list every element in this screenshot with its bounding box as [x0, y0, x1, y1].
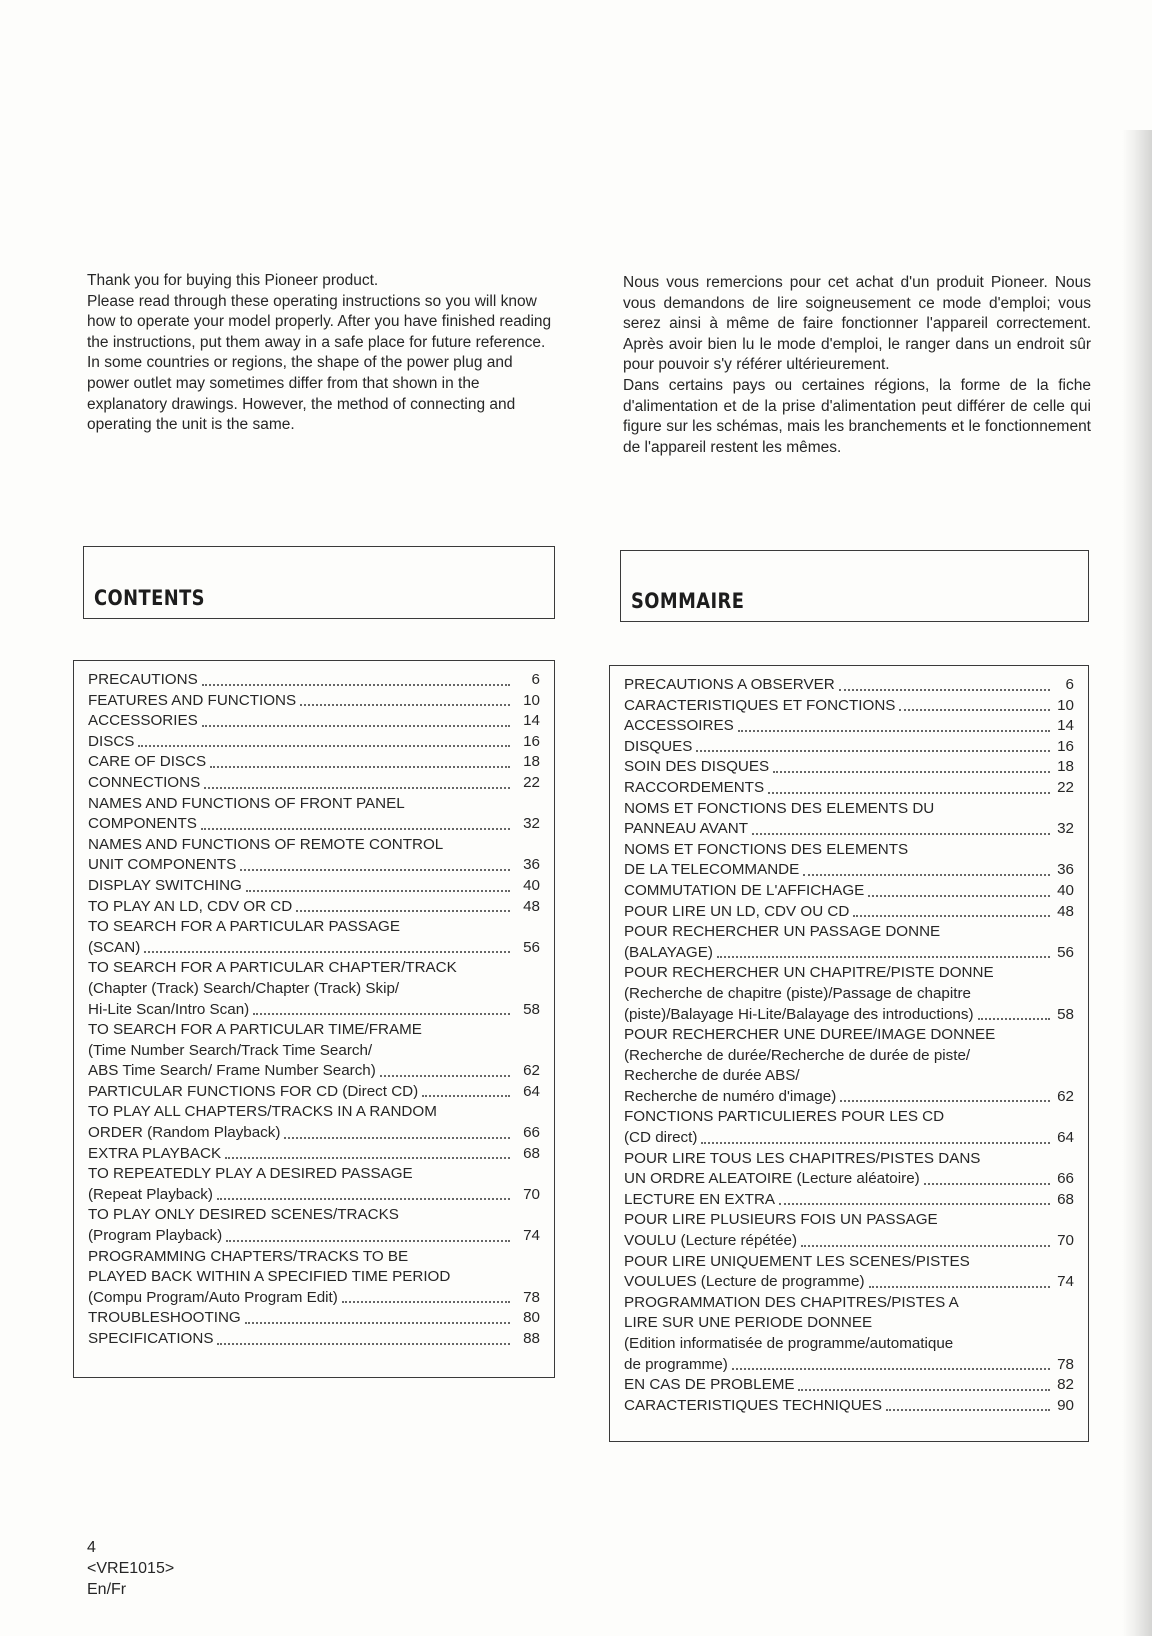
- toc-entry-line: POUR LIRE UNIQUEMENT LES SCENES/PISTES: [624, 1252, 970, 1270]
- toc-entry-row: [624, 1087, 1074, 1108]
- dot-leader: [217, 1343, 510, 1345]
- toc-entry-row: [88, 814, 540, 835]
- toc-entry-title: UN ORDRE ALEATOIRE (Lecture aléatoire): [624, 1170, 920, 1188]
- toc-page-number: 22: [523, 773, 540, 791]
- toc-entry: [624, 716, 1074, 737]
- toc-entry: [88, 876, 540, 897]
- toc-entry-row: [88, 752, 540, 773]
- toc-entry-line: PROGRAMMING CHAPTERS/TRACKS TO BE: [88, 1247, 409, 1265]
- dot-leader: [853, 915, 1050, 917]
- dot-leader: [210, 766, 510, 768]
- toc-entry-row: [624, 1005, 1074, 1026]
- toc-page-number: 62: [1057, 1087, 1074, 1105]
- dot-leader: [217, 1198, 510, 1200]
- toc-entry: [624, 1107, 1074, 1148]
- toc-entry-title: (Repeat Playback): [88, 1185, 213, 1203]
- dot-leader: [246, 890, 510, 892]
- dot-leader: [899, 709, 1050, 711]
- toc-entry-line: PLAYED BACK WITHIN A SPECIFIED TIME PERIOD: [88, 1268, 451, 1286]
- toc-entry-line: NAMES AND FUNCTIONS OF FRONT PANEL: [88, 794, 405, 812]
- toc-entry: [624, 675, 1074, 696]
- toc-entry-row: [88, 1308, 540, 1329]
- toc-entry: [624, 1252, 1074, 1293]
- toc-entry-row: [88, 1185, 540, 1206]
- toc-page-number: 78: [1057, 1355, 1074, 1373]
- toc-entry: [624, 1375, 1074, 1396]
- toc-entry-row: [88, 1329, 540, 1350]
- toc-entry-title: FEATURES AND FUNCTIONS: [88, 691, 297, 709]
- toc-entry-title: ACCESSOIRES: [624, 717, 734, 735]
- toc-entry-row: [624, 1396, 1074, 1417]
- contents-list: [73, 660, 555, 1378]
- toc-entry-row: [624, 1169, 1074, 1190]
- toc-entry: [624, 1396, 1074, 1417]
- toc-entry-row: [88, 711, 540, 732]
- toc-page-number: 14: [523, 712, 540, 730]
- toc-page-number: 18: [1057, 758, 1074, 776]
- toc-entry-row: [88, 897, 540, 918]
- toc-entry-title: TO PLAY AN LD, CDV OR CD: [88, 897, 293, 915]
- toc-page-number: 22: [1057, 778, 1074, 796]
- toc-page-number: 48: [523, 897, 540, 915]
- intro-en-paragraph: In some countries or regions, the shape of the power plug and power outlet may sometimes differ from that shown in the explanatory drawings. However, the method of connecting and operating the unit is the same.: [87, 354, 516, 434]
- toc-entry-line: NOMS ET FONCTIONS DES ELEMENTS: [624, 840, 909, 858]
- toc-page-number: 36: [1057, 861, 1074, 879]
- dot-leader: [144, 951, 510, 953]
- toc-entry-line: TO PLAY ONLY DESIRED SCENES/TRACKS: [88, 1206, 399, 1224]
- toc-page-number: 64: [523, 1082, 540, 1100]
- toc-entry-title: PARTICULAR FUNCTIONS FOR CD (Direct CD): [88, 1082, 419, 1100]
- toc-entry-line: (Recherche de durée/Recherche de durée de piste/: [624, 1046, 971, 1064]
- toc-entry-title: POUR LIRE UN LD, CDV OU CD: [624, 902, 850, 920]
- toc-entry-row: [624, 1231, 1074, 1252]
- toc-entry-title: DE LA TELECOMMANDE: [624, 861, 800, 879]
- contents-heading-box: [83, 546, 555, 619]
- dot-leader: [717, 956, 1050, 958]
- language-label: En/Fr: [87, 1581, 127, 1598]
- toc-entry-line: POUR LIRE PLUSIEURS FOIS UN PASSAGE: [624, 1211, 938, 1229]
- toc-entry-line: POUR RECHERCHER UN PASSAGE DONNE: [624, 923, 941, 941]
- toc-entry-line: LIRE SUR UNE PERIODE DONNEE: [624, 1314, 873, 1332]
- toc-page-number: 62: [523, 1062, 540, 1080]
- toc-entry-line: (Time Number Search/Track Time Search/: [88, 1041, 373, 1059]
- toc-entry: [88, 835, 540, 876]
- toc-entry-title: EN CAS DE PROBLEME: [624, 1376, 795, 1394]
- toc-page-number: 58: [523, 1000, 540, 1018]
- toc-entry: [88, 897, 540, 918]
- toc-entry-title: (Compu Program/Auto Program Edit): [88, 1288, 338, 1306]
- dot-leader: [868, 895, 1050, 897]
- toc-entry-row: [88, 1226, 540, 1247]
- toc-entry-line: (Recherche de chapitre (piste)/Passage de chapitre: [624, 984, 971, 1002]
- toc-page-number: 48: [1057, 902, 1074, 920]
- intro-en-paragraph: Thank you for buying this Pioneer product.: [87, 272, 379, 289]
- intro-fr-paragraph: Dans certains pays ou certaines régions, la forme de la fiche d'alimentation et de la prise d'alimentation peut différer de celle qui figure sur les schémas, mais les branchements et le fonctionnement de l'appareil restent les mêmes.: [623, 376, 1091, 456]
- contents-title: CONTENTS: [94, 586, 205, 610]
- toc-entry: [88, 1102, 540, 1143]
- toc-entry: [624, 922, 1074, 963]
- toc-entry-row: [624, 716, 1074, 737]
- toc-page-number: 90: [1057, 1396, 1074, 1414]
- toc-entry-title: Hi-Lite Scan/Intro Scan): [88, 1000, 250, 1018]
- toc-entry: [624, 757, 1074, 778]
- dot-leader: [204, 787, 510, 789]
- toc-entry: [624, 696, 1074, 717]
- toc-page-number: 56: [1057, 943, 1074, 961]
- toc-entry-row: [88, 670, 540, 691]
- toc-page-number: 68: [523, 1144, 540, 1162]
- toc-entry-line: POUR RECHERCHER UN CHAPITRE/PISTE DONNE: [624, 964, 994, 982]
- toc-entry-row: [88, 876, 540, 897]
- toc-entry-line: TO SEARCH FOR A PARTICULAR CHAPTER/TRACK: [88, 959, 457, 977]
- toc-entry: [88, 1020, 540, 1082]
- toc-entry-title: ACCESSORIES: [88, 712, 198, 730]
- toc-entry-title: de programme): [624, 1355, 728, 1373]
- dot-leader: [978, 1018, 1051, 1020]
- toc-entry: [88, 752, 540, 773]
- dot-leader: [839, 689, 1050, 691]
- sommaire-heading-box: [620, 550, 1089, 622]
- dot-leader: [342, 1301, 510, 1303]
- toc-entry-title: COMPONENTS: [88, 815, 197, 833]
- dot-leader: [924, 1183, 1050, 1185]
- toc-entry-title: (Program Playback): [88, 1227, 223, 1245]
- toc-entry-row: [624, 1190, 1074, 1211]
- toc-entry-row: [624, 1128, 1074, 1149]
- dot-leader: [201, 828, 510, 830]
- toc-entry-title: SPECIFICATIONS: [88, 1330, 214, 1347]
- toc-entry-title: CARE OF DISCS: [88, 753, 207, 771]
- toc-entry-line: NAMES AND FUNCTIONS OF REMOTE CONTROL: [88, 835, 444, 853]
- toc-entry: [624, 902, 1074, 923]
- toc-entry: [624, 1149, 1074, 1190]
- toc-page-number: 70: [1057, 1232, 1074, 1250]
- toc-entry-line: TO SEARCH FOR A PARTICULAR TIME/FRAME: [88, 1021, 422, 1039]
- toc-entry-row: [88, 732, 540, 753]
- toc-entry-title: VOULUES (Lecture de programme): [624, 1273, 865, 1291]
- dot-leader: [803, 874, 1050, 876]
- toc-entry-row: [624, 696, 1074, 717]
- toc-entry: [624, 1190, 1074, 1211]
- toc-page-number: 70: [523, 1185, 540, 1203]
- toc-entry-row: [624, 881, 1074, 902]
- toc-entry-line: FONCTIONS PARTICULIERES POUR LES CD: [624, 1108, 945, 1126]
- scan-edge-shadow: [1122, 130, 1152, 1636]
- dot-leader: [422, 1095, 510, 1097]
- dot-leader: [732, 1368, 1050, 1370]
- toc-entry-title: (SCAN): [88, 938, 141, 956]
- toc-entry-row: [88, 1288, 540, 1309]
- dot-leader: [773, 771, 1050, 773]
- toc-entry-title: ABS Time Search/ Frame Number Search): [88, 1062, 376, 1080]
- dot-leader: [226, 1240, 510, 1242]
- toc-entry-title: RACCORDEMENTS: [624, 778, 765, 796]
- toc-page-number: 56: [523, 938, 540, 956]
- toc-entry-line: (Chapter (Track) Search/Chapter (Track) Skip/: [88, 979, 400, 997]
- sommaire-list: [609, 665, 1089, 1442]
- toc-entry-title: PANNEAU AVANT: [624, 820, 749, 838]
- toc-entry-line: (Edition informatisée de programme/automatique: [624, 1335, 954, 1352]
- dot-leader: [869, 1286, 1050, 1288]
- toc-entry-row: [88, 938, 540, 959]
- toc-entry-title: CARACTERISTIQUES ET FONCTIONS: [624, 696, 896, 714]
- toc-entry: [88, 691, 540, 712]
- toc-entry-row: [88, 773, 540, 794]
- toc-entry-line: Recherche de durée ABS/: [624, 1067, 800, 1085]
- dot-leader: [380, 1075, 510, 1077]
- toc-page-number: 66: [1057, 1170, 1074, 1188]
- toc-page-number: 6: [531, 671, 540, 688]
- intro-english: [87, 271, 557, 436]
- toc-entry-title: LECTURE EN EXTRA: [624, 1190, 776, 1208]
- toc-entry-row: [88, 855, 540, 876]
- toc-page-number: 32: [1057, 820, 1074, 838]
- toc-page-number: 74: [1057, 1273, 1074, 1291]
- toc-entry-row: [88, 691, 540, 712]
- toc-entry-row: [624, 675, 1074, 696]
- toc-page-number: 68: [1057, 1190, 1074, 1208]
- toc-entry-line: TO REPEATEDLY PLAY A DESIRED PASSAGE: [88, 1165, 413, 1183]
- dot-leader: [296, 910, 510, 912]
- toc-entry-title: VOULU (Lecture répétée): [624, 1232, 798, 1250]
- toc-entry: [624, 881, 1074, 902]
- toc-entry: [88, 1205, 540, 1246]
- toc-entry: [624, 840, 1074, 881]
- toc-entry-line: NOMS ET FONCTIONS DES ELEMENTS DU: [624, 799, 935, 817]
- toc-entry-title: (BALAYAGE): [624, 943, 713, 961]
- intro-fr-paragraph: Nous vous remercions pour cet achat d'un produit Pioneer. Nous vous demandons de lire soigneusement ce mode d'emploi; vous serez ainsi à même de faire fonctionner l'appareil correctement. Après avoir bien lu le mode d'emploi, le ranger dans un endroit sûr pour pouvoir s'y référer ultérieurement.: [623, 274, 1091, 374]
- toc-entry-title: ORDER (Random Playback): [88, 1124, 281, 1142]
- toc-entry-row: [624, 1375, 1074, 1396]
- toc-entry-title: DISPLAY SWITCHING: [88, 876, 242, 894]
- toc-entry: [624, 963, 1074, 1025]
- toc-page-number: 10: [1057, 696, 1074, 714]
- toc-entry-title: COMMUTATION DE L'AFFICHAGE: [624, 881, 865, 899]
- dot-leader: [768, 792, 1050, 794]
- toc-page-number: 32: [523, 815, 540, 833]
- toc-page-number: 66: [523, 1124, 540, 1142]
- dot-leader: [284, 1137, 510, 1139]
- toc-entry: [624, 1210, 1074, 1251]
- document-code: <VRE1015>: [87, 1560, 175, 1577]
- toc-page-number: 78: [523, 1288, 540, 1306]
- toc-entry: [88, 1308, 540, 1329]
- toc-entry-row: [624, 737, 1074, 758]
- intro-french: [623, 273, 1091, 458]
- toc-entry-title: DISQUES: [624, 737, 693, 755]
- dot-leader: [202, 684, 510, 686]
- toc-page-number: 74: [523, 1227, 540, 1245]
- toc-entry-row: [624, 1355, 1074, 1376]
- intro-en-paragraph: Please read through these operating instructions so you will know how to operate your model properly. After you have finished reading the instructions, put them away in a safe place for future reference.: [87, 292, 552, 351]
- dot-leader: [798, 1389, 1050, 1391]
- toc-entry-row: [624, 860, 1074, 881]
- toc-entry: [88, 917, 540, 958]
- dot-leader: [245, 1322, 510, 1324]
- toc-page-number: 40: [1057, 881, 1074, 899]
- toc-entry-row: [88, 1000, 540, 1021]
- toc-page-number: 16: [523, 732, 540, 750]
- toc-page-number: 18: [523, 753, 540, 771]
- toc-entry-line: POUR RECHERCHER UNE DUREE/IMAGE DONNEE: [624, 1026, 996, 1044]
- dot-leader: [801, 1245, 1050, 1247]
- toc-entry-title: TROUBLESHOOTING: [88, 1309, 241, 1327]
- toc-entry-title: DISCS: [88, 732, 135, 750]
- page-footer: [87, 1537, 174, 1600]
- toc-entry: [88, 711, 540, 732]
- toc-page-number: 40: [523, 876, 540, 894]
- toc-entry-row: [624, 757, 1074, 778]
- toc-page-number: 14: [1057, 717, 1074, 735]
- toc-entry-title: EXTRA PLAYBACK: [88, 1144, 222, 1162]
- toc-entry: [88, 773, 540, 794]
- toc-entry-row: [88, 1082, 540, 1103]
- toc-page-number: 10: [523, 691, 540, 709]
- dot-leader: [225, 1157, 510, 1159]
- dot-leader: [886, 1409, 1050, 1411]
- toc-entry-row: [624, 1272, 1074, 1293]
- toc-entry: [88, 1144, 540, 1165]
- dot-leader: [696, 750, 1050, 752]
- toc-entry-line: TO PLAY ALL CHAPTERS/TRACKS IN A RANDOM: [88, 1103, 437, 1121]
- toc-entry: [624, 1293, 1074, 1375]
- toc-page-number: 88: [523, 1330, 540, 1347]
- page-number: 4: [87, 1539, 96, 1556]
- toc-page-number: 64: [1057, 1129, 1074, 1147]
- toc-entry: [88, 794, 540, 835]
- dot-leader: [840, 1100, 1050, 1102]
- toc-entry-title: Recherche de numéro d'image): [624, 1087, 837, 1105]
- toc-entry-title: UNIT COMPONENTS: [88, 856, 237, 874]
- dot-leader: [202, 725, 510, 727]
- toc-entry: [624, 778, 1074, 799]
- toc-entry-row: [88, 1144, 540, 1165]
- dot-leader: [253, 1013, 510, 1015]
- toc-entry-title: CONNECTIONS: [88, 773, 201, 791]
- dot-leader: [138, 745, 510, 747]
- toc-entry: [624, 737, 1074, 758]
- toc-page-number: 58: [1057, 1005, 1074, 1023]
- toc-entry: [624, 799, 1074, 840]
- toc-page-number: 36: [523, 856, 540, 874]
- toc-entry-row: [88, 1061, 540, 1082]
- sommaire-title: SOMMAIRE: [631, 589, 745, 613]
- dot-leader: [300, 704, 510, 706]
- dot-leader: [779, 1203, 1050, 1205]
- toc-entry: [88, 958, 540, 1020]
- toc-entry: [88, 1164, 540, 1205]
- toc-entry-row: [624, 943, 1074, 964]
- toc-entry: [88, 1329, 540, 1350]
- toc-entry: [88, 670, 540, 691]
- toc-entry: [624, 1025, 1074, 1107]
- dot-leader: [240, 869, 510, 871]
- dot-leader: [701, 1142, 1050, 1144]
- toc-entry-title: PRECAUTIONS A OBSERVER: [624, 676, 835, 693]
- toc-entry-line: PROGRAMMATION DES CHAPITRES/PISTES A: [624, 1293, 959, 1311]
- toc-entry-row: [624, 778, 1074, 799]
- toc-entry-title: (CD direct): [624, 1129, 698, 1147]
- toc-entry-title: PRECAUTIONS: [88, 671, 198, 688]
- toc-entry-title: (piste)/Balayage Hi-Lite/Balayage des introductions): [624, 1005, 974, 1023]
- toc-entry-title: SOIN DES DISQUES: [624, 758, 770, 776]
- toc-entry-row: [624, 819, 1074, 840]
- dot-leader: [738, 730, 1050, 732]
- toc-entry: [88, 732, 540, 753]
- toc-page-number: 82: [1057, 1376, 1074, 1394]
- toc-page-number: 6: [1065, 676, 1074, 693]
- toc-entry: [88, 1247, 540, 1309]
- dot-leader: [752, 833, 1050, 835]
- toc-entry-row: [624, 902, 1074, 923]
- toc-entry-line: TO SEARCH FOR A PARTICULAR PASSAGE: [88, 918, 400, 936]
- toc-entry-line: POUR LIRE TOUS LES CHAPITRES/PISTES DANS: [624, 1149, 981, 1167]
- toc-entry: [88, 1082, 540, 1103]
- toc-page-number: 16: [1057, 737, 1074, 755]
- toc-entry-row: [88, 1123, 540, 1144]
- toc-page-number: 80: [523, 1309, 540, 1327]
- toc-entry-title: CARACTERISTIQUES TECHNIQUES: [624, 1396, 882, 1414]
